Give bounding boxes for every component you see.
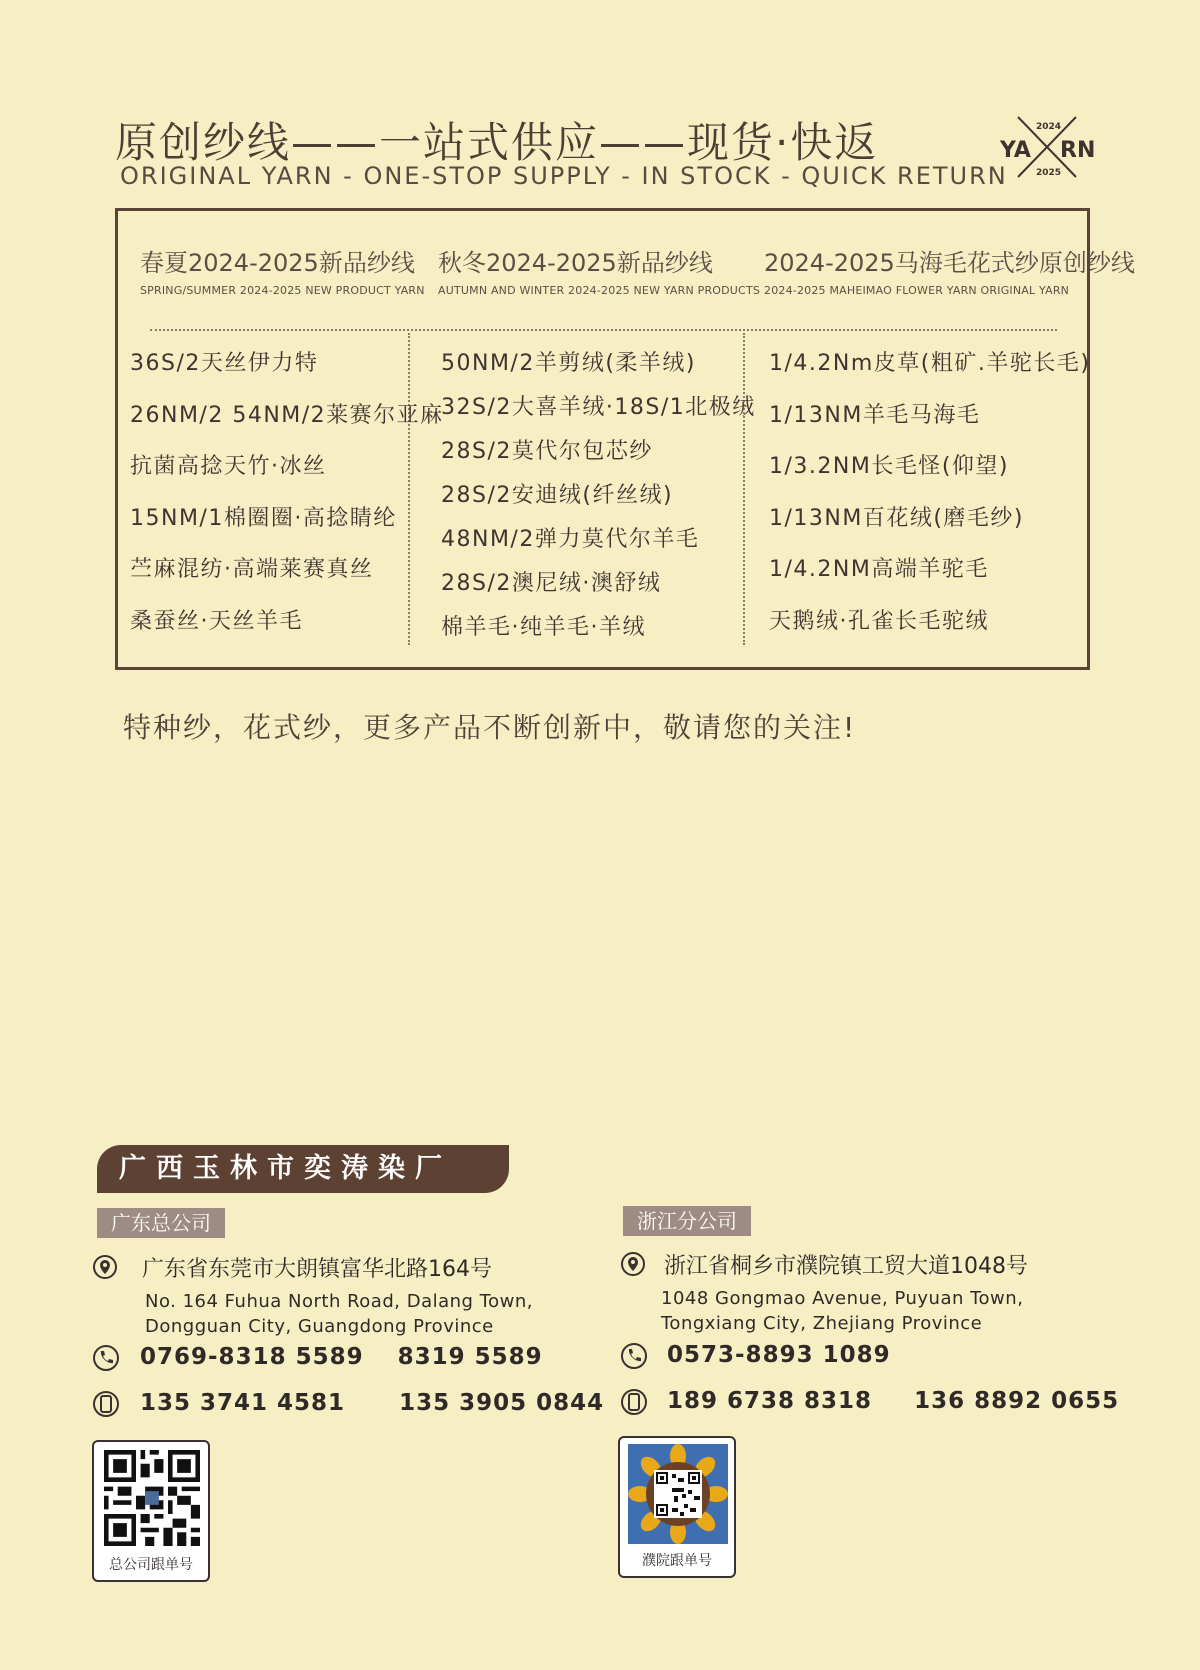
column-header-spring-summer [140,243,425,297]
qr-code-card-zhejiang[interactable] [618,1436,736,1578]
list-item: 抗菌高捻天竹·冰丝 [130,454,327,479]
mobile-phone[interactable]: 135 3741 4581 [140,1390,346,1416]
column-header-autumn-winter [438,243,760,297]
list-item: 天鹅绒·孔雀长毛驼绒 [769,608,989,634]
list-item: 棉羊毛·纯羊毛·羊绒 [441,615,646,640]
landline-phone[interactable]: 0573-8893 1089 [667,1342,891,1368]
product-list-autumn-winter [441,349,756,657]
list-item: 1/4.2NM高端羊驼毛 [769,557,989,582]
yarn-logo [1000,113,1100,183]
list-item: 1/13NM羊毛马海毛 [769,402,981,428]
logo-left-text: YA [1000,138,1031,163]
column-title-en: 2024-2025 MAHEIMAO FLOWER YARN ORIGINAL YARN [764,284,1070,297]
logo-right-text: RN [1060,138,1096,163]
phone-numbers-zhejiang [667,1342,891,1368]
title-chinese: 原创纱线——一站式供应——现货·快返 [115,118,879,167]
column-header-mohair [764,243,1135,297]
telephone-icon [92,1344,120,1372]
mobile-phone-icon [620,1388,648,1416]
address-en-line1: 1048 Gongmao Avenue, Puyuan Town, [661,1288,1024,1309]
landline-phone[interactable]: 8319 5589 [397,1344,543,1370]
mobile-numbers-zhejiang [667,1388,1119,1414]
mobile-phone[interactable]: 135 3905 0844 [399,1390,605,1416]
list-item: 48NM/2弹力莫代尔羊毛 [441,527,700,552]
column-title-en: SPRING/SUMMER 2024-2025 NEW PRODUCT YARN [140,284,425,297]
list-item: 桑蚕丝·天丝羊毛 [130,608,303,634]
location-pin-icon [92,1254,118,1284]
product-box [115,208,1135,670]
list-item: 15NM/1棉圈圈·高捻睛纶 [130,505,397,531]
product-list-spring-summer [130,349,444,658]
column-title-cn: 秋冬2024-2025新品纱线 [438,249,713,277]
list-item: 50NM/2羊剪绒(柔羊绒) [441,351,697,376]
list-item: 1/3.2NM长毛怪(仰望) [769,454,1010,479]
list-item: 1/4.2Nm皮草(粗矿.羊驼长毛) [769,351,1091,376]
title-english: ORIGINAL YARN - ONE-STOP SUPPLY - IN STOCK - QUICK RETURN [120,162,1008,190]
telephone-icon [620,1342,648,1370]
company-banner: 广西玉林市奕涛染厂 [97,1145,509,1193]
list-item: 32S/2大喜羊绒·18S/1北极绒 [441,395,756,420]
qr-code-card-guangdong[interactable] [92,1440,210,1582]
address-en-line2: Dongguan City, Guangdong Province [145,1316,494,1337]
mobile-phone[interactable]: 136 8892 0655 [914,1388,1120,1414]
sunflower-qr-code-icon [628,1444,728,1544]
dotted-divider [150,329,1057,331]
logo-year-bottom: 2025 [1036,168,1062,178]
slogan-text: 特种纱，花式纱，更多产品不断创新中，敬请您的关注! [123,711,857,744]
list-item: 28S/2安迪绒(纤丝绒) [441,483,674,508]
mobile-phone-icon [92,1390,120,1418]
list-item: 28S/2莫代尔包芯纱 [441,439,653,464]
product-list-mohair [769,349,1090,658]
mobile-numbers-guangdong [140,1390,604,1416]
address-zhejiang [661,1249,1028,1336]
address-en-line1: No. 164 Fuhua North Road, Dalang Town, [145,1291,533,1312]
address-cn: 浙江省桐乡市濮院镇工贸大道1048号 [664,1254,1028,1279]
column-title-cn: 春夏2024-2025新品纱线 [140,249,415,277]
list-item: 26NM/2 54NM/2莱赛尔亚麻 [130,402,444,428]
list-item: 1/13NM百花绒(磨毛纱) [769,505,1025,531]
column-title-en: AUTUMN AND WINTER 2024-2025 NEW YARN PRODUCTS [438,284,761,297]
qr-caption: 濮院跟单号 [642,1553,712,1569]
list-item: 28S/2澳尼绒·澳舒绒 [441,571,662,596]
column-title-cn: 2024-2025马海毛花式纱原创纱线 [764,249,1135,277]
list-item: 苎麻混纺·高端莱赛真丝 [130,557,374,582]
landline-phone[interactable]: 0769-8318 5589 [140,1344,364,1370]
qr-code-icon [104,1450,200,1546]
qr-caption: 总公司跟单号 [109,1557,193,1573]
location-pin-icon [620,1251,646,1281]
branch-tag-guangdong: 广东总公司 [97,1208,225,1238]
phone-numbers-guangdong [140,1344,543,1370]
mobile-phone[interactable]: 189 6738 8318 [667,1388,873,1414]
list-item: 36S/2天丝伊力特 [130,351,319,376]
logo-year-top: 2024 [1036,122,1062,132]
branch-tag-zhejiang: 浙江分公司 [623,1206,751,1236]
address-cn: 广东省东莞市大朗镇富华北路164号 [142,1257,492,1282]
address-en-line2: Tongxiang City, Zhejiang Province [661,1313,983,1334]
address-guangdong [142,1252,533,1339]
